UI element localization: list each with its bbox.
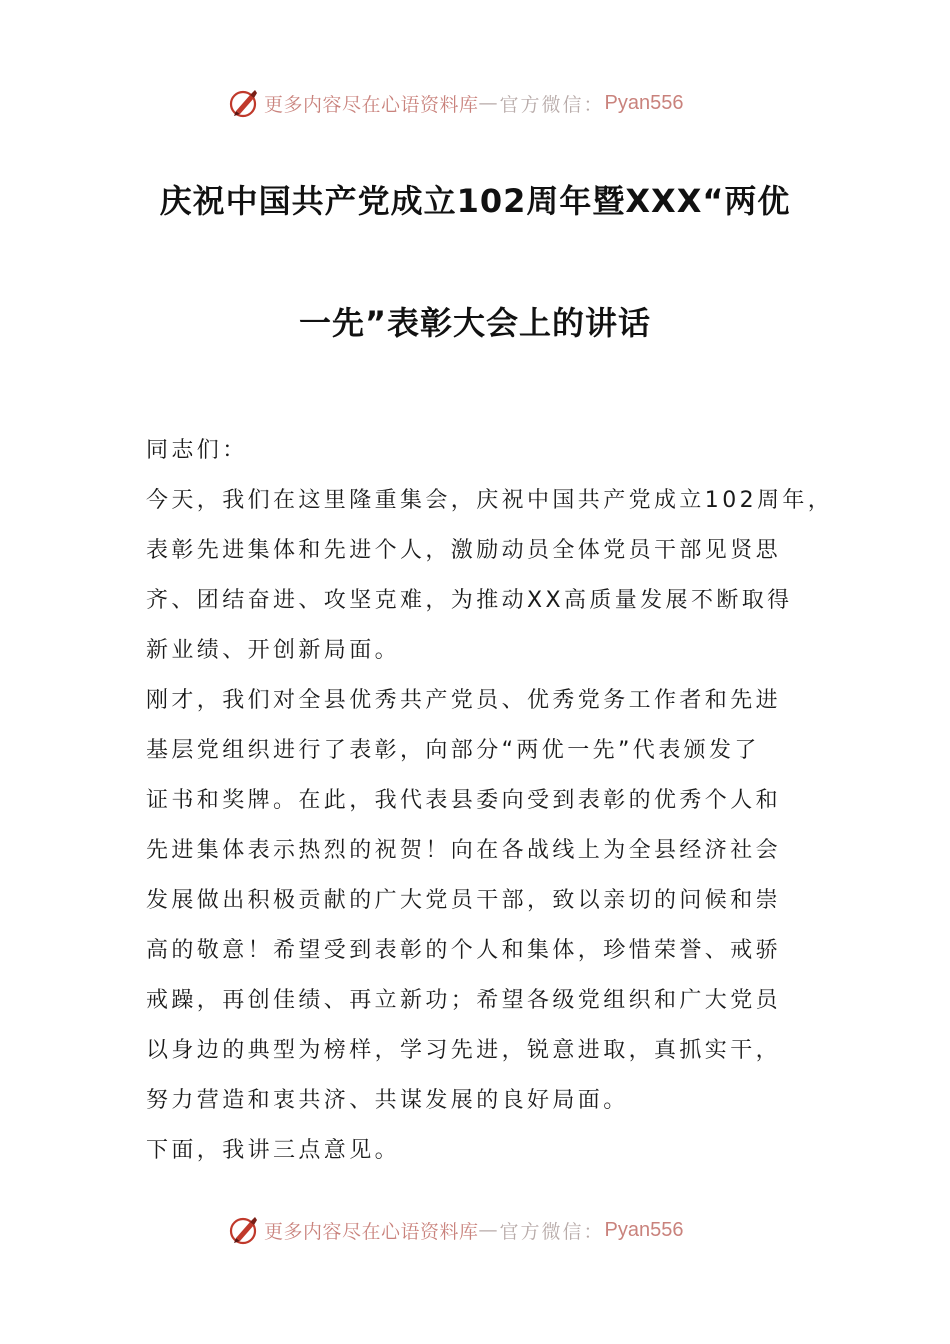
watermark-wechat-id: Pyan556 [604,91,684,114]
pen-logo-icon [228,1214,260,1246]
body-line: 今天，我们在这里隆重集会，庆祝中国共产党成立102周年， [146,488,834,513]
pen-logo-icon [228,87,260,119]
body-line: 先进集体表示热烈的祝贺！向在各战线上为全县经济社会 [146,838,782,863]
body-line: 发展做出积极贡献的广大党员干部，致以亲切的问候和崇 [146,888,782,913]
watermark-dash: — [478,1219,500,1241]
watermark-main-text: 更多内容尽在心语资料库 [264,1220,479,1243]
watermark-dash: — [478,92,500,114]
salutation: 同志们： [146,438,248,463]
body-line: 戒躁，再创佳绩、再立新功；希望各级党组织和广大党员 [146,988,782,1013]
body-line: 下面，我讲三点意见。 [146,1138,401,1163]
header-watermark [228,86,748,120]
body-line: 基层党组织进行了表彰，向部分“两优一先”代表颁发了 [146,738,760,763]
body-line: 证书和奖牌。在此，我代表县委向受到表彰的优秀个人和 [146,788,782,813]
body-line: 新业绩、开创新局面。 [146,638,401,663]
watermark-wechat-label: 官方微信： [499,93,605,116]
body-line: 表彰先进集体和先进个人，激励动员全体党员干部见贤思 [146,538,782,563]
body-line: 高的敬意！希望受到表彰的个人和集体，珍惜荣誉、戒骄 [146,938,782,963]
body-line: 刚才，我们对全县优秀共产党员、优秀党务工作者和先进 [146,688,782,713]
document-title-line-2: 一先”表彰大会上的讲话 [298,304,652,342]
document-title-line-1: 庆祝中国共产党成立102周年暨XXX“两优 [159,182,791,220]
watermark-wechat-label: 官方微信： [499,1220,605,1243]
body-line: 以身边的典型为榜样，学习先进，锐意进取，真抓实干， [146,1038,782,1063]
watermark-main-text: 更多内容尽在心语资料库 [264,93,479,116]
footer-watermark [228,1213,748,1247]
watermark-wechat-id: Pyan556 [604,1218,684,1241]
body-line: 努力营造和衷共济、共谋发展的良好局面。 [146,1088,629,1113]
body-line: 齐、团结奋进、攻坚克难，为推动XX高质量发展不断取得 [146,588,793,613]
